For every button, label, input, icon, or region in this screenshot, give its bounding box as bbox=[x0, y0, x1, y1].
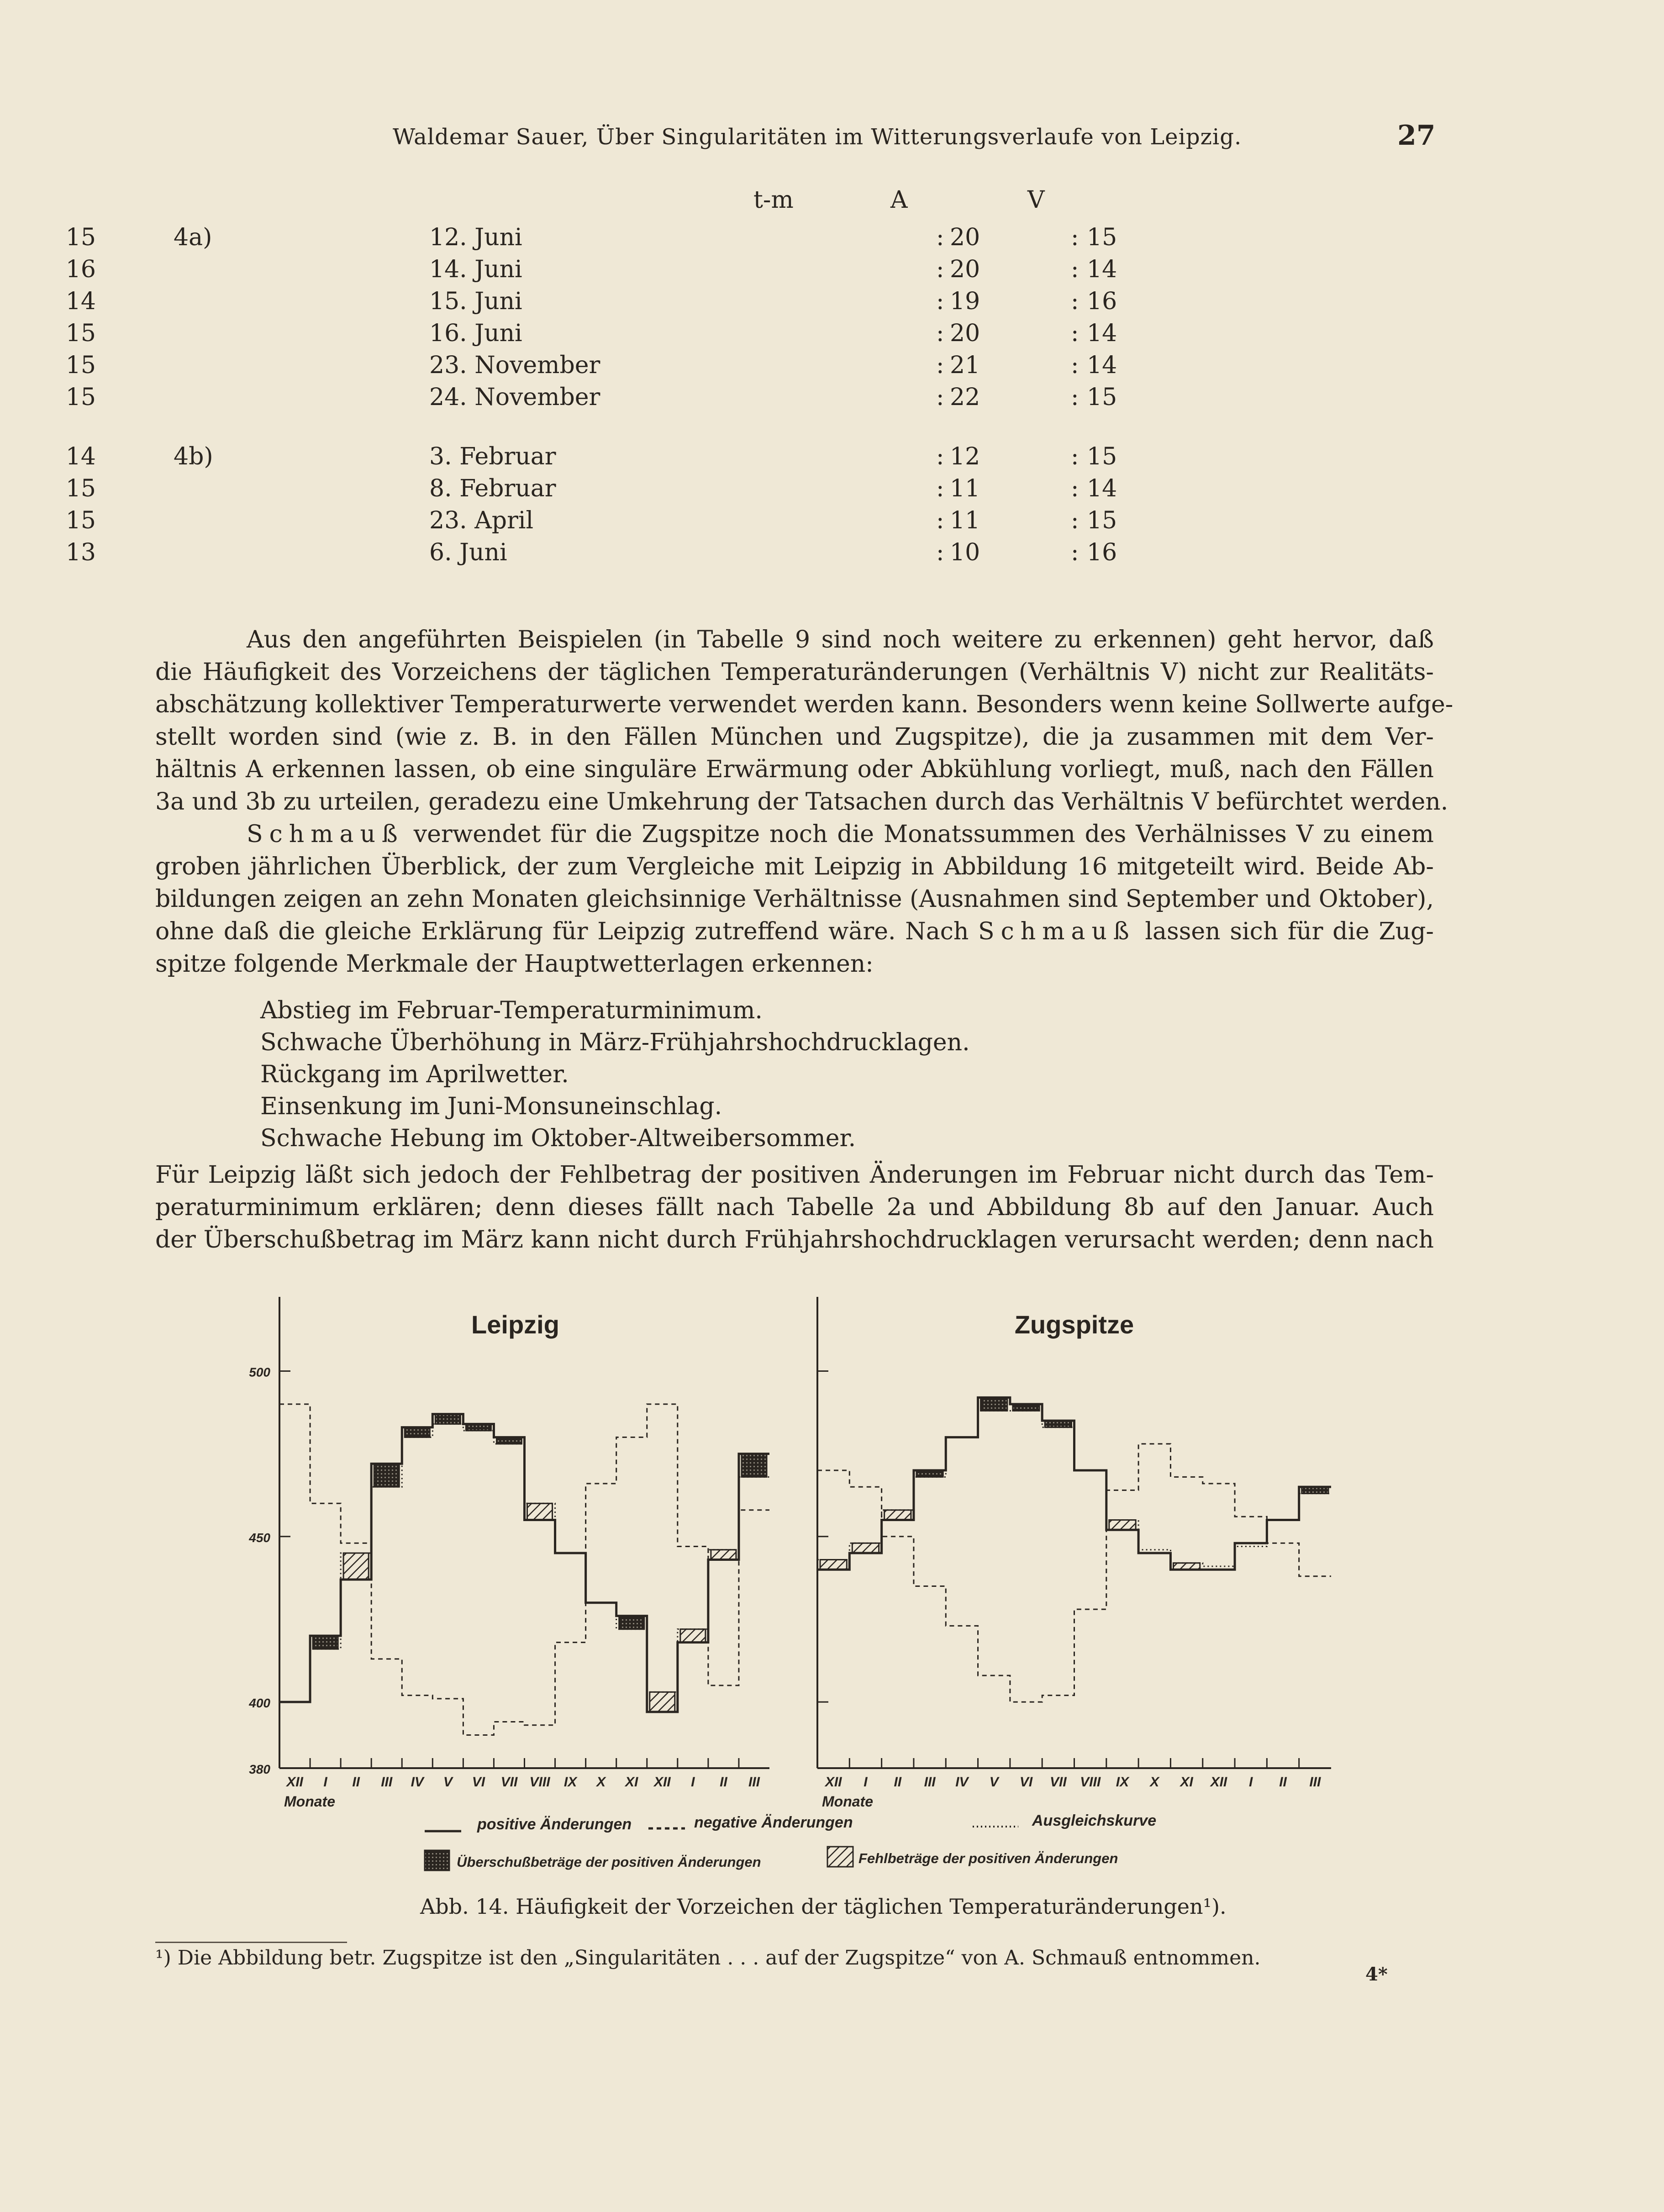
excess-bar bbox=[374, 1464, 399, 1487]
x-tick-label: II bbox=[894, 1775, 902, 1790]
deficit-bar bbox=[650, 1692, 675, 1712]
row-v1: 16 bbox=[65, 256, 96, 283]
row-colon-a: : bbox=[936, 507, 944, 534]
excess-bar bbox=[981, 1397, 1007, 1411]
x-tick-label: IX bbox=[1116, 1775, 1129, 1790]
row-v2: 16 bbox=[1087, 539, 1117, 566]
x-tick-label: XII bbox=[653, 1775, 671, 1790]
x-tick-label: VI bbox=[1019, 1775, 1033, 1790]
x-tick-label: XI bbox=[1180, 1775, 1193, 1790]
row-date: 16. Juni bbox=[429, 320, 522, 347]
chart-title: Leipzig bbox=[471, 1310, 559, 1339]
row-v1: 14 bbox=[65, 288, 96, 315]
row-a2: 11 bbox=[950, 475, 980, 502]
x-tick-label: III bbox=[1309, 1775, 1321, 1790]
deficit-bar bbox=[680, 1629, 706, 1643]
row-v1: 15 bbox=[65, 224, 96, 251]
row-date: 8. Februar bbox=[429, 475, 556, 502]
row-colon-v: : bbox=[1071, 539, 1079, 566]
group-label: 4a) bbox=[174, 224, 212, 251]
footnote: ¹) Die Abbildung betr. Zugspitze ist den „Singularitäten . . . auf der Zugspitze“ von A. Schmauß entnommen. bbox=[155, 1946, 1261, 1970]
row-v2: 15 bbox=[1087, 224, 1117, 251]
chart-title: Zugspitze bbox=[1014, 1310, 1134, 1339]
list-item: Einsenkung im Juni-Monsuneinschlag. bbox=[260, 1093, 722, 1120]
row-colon-v: : bbox=[1071, 224, 1079, 251]
row-v2: 16 bbox=[1087, 288, 1117, 315]
deficit-bar bbox=[1109, 1520, 1136, 1530]
figure-caption: Abb. 14. Häufigkeit der Vorzeichen der täglichen Temperaturänderungen¹). bbox=[420, 1894, 1227, 1919]
x-tick-label: IX bbox=[563, 1775, 577, 1790]
x-tick-label: X bbox=[1150, 1775, 1159, 1790]
row-colon-a: : bbox=[936, 475, 944, 502]
row-v2: 14 bbox=[1087, 352, 1117, 379]
row-colon-v: : bbox=[1071, 507, 1079, 534]
legend-fehl-swatch bbox=[827, 1847, 853, 1867]
list-item: Schwache Hebung im Oktober-Altweibersommer. bbox=[260, 1125, 856, 1152]
row-colon-v: : bbox=[1071, 256, 1079, 283]
legend-pos-label: positive Änderungen bbox=[477, 1816, 632, 1833]
footnote-rule bbox=[155, 1942, 347, 1943]
legend-ueber-swatch bbox=[425, 1850, 449, 1870]
col-header-tm: t-m bbox=[753, 186, 794, 214]
row-date: 23. April bbox=[429, 507, 534, 534]
row-colon-a: : bbox=[936, 288, 944, 315]
paragraph-line: groben jährlichen Überblick, der zum Vergleiche mit Leipzig in Abbildung 16 mitgeteilt wird. Beide Ab- bbox=[155, 853, 1434, 880]
paragraph-line: ohne daß die gleiche Erklärung für Leipzig zutreffend wäre. Nach Schmauß lassen sich für die Zug- bbox=[155, 918, 1434, 945]
row-colon-v: : bbox=[1071, 288, 1079, 315]
row-a2: 20 bbox=[950, 224, 980, 251]
row-date: 15. Juni bbox=[429, 288, 522, 315]
row-a2: 21 bbox=[950, 352, 980, 379]
chart-legend bbox=[425, 1812, 1156, 1870]
list-item: Abstieg im Februar-Temperaturminimum. bbox=[260, 997, 763, 1024]
x-tick-label: III bbox=[924, 1775, 936, 1790]
row-v1: 13 bbox=[65, 539, 96, 566]
row-a2: 10 bbox=[950, 539, 980, 566]
row-colon-v: : bbox=[1071, 475, 1079, 502]
row-colon-a: : bbox=[936, 256, 944, 283]
row-date: 6. Juni bbox=[429, 539, 507, 566]
x-tick-label: I bbox=[1249, 1775, 1253, 1790]
chart-leipzig bbox=[248, 1297, 769, 1810]
page-number: 27 bbox=[1397, 120, 1436, 152]
x-axis-label: Monate bbox=[822, 1793, 873, 1810]
row-v1: 14 bbox=[65, 443, 96, 470]
paragraph-line: der Überschußbetrag im März kann nicht durch Frühjahrshochdrucklagen verursacht werden; denn nach bbox=[155, 1226, 1434, 1253]
excess-bar bbox=[405, 1427, 430, 1438]
x-tick-label: V bbox=[989, 1775, 999, 1790]
y-tick-label: 500 bbox=[249, 1365, 270, 1380]
excess-bar bbox=[313, 1636, 338, 1649]
x-tick-label: VIII bbox=[1080, 1775, 1101, 1790]
series-negative bbox=[817, 1444, 1331, 1702]
deficit-bar bbox=[885, 1510, 911, 1520]
x-tick-label: VIII bbox=[529, 1775, 550, 1790]
paragraph-line: die Häufigkeit des Vorzeichens der täglichen Temperaturänderungen (Verhältnis V) nicht zur Realitäts- bbox=[155, 658, 1434, 686]
row-a2: 11 bbox=[950, 507, 980, 534]
x-tick-label: VII bbox=[500, 1775, 518, 1790]
x-tick-label: VII bbox=[1050, 1775, 1067, 1790]
x-tick-label: V bbox=[443, 1775, 453, 1790]
row-a2: 20 bbox=[950, 256, 980, 283]
y-tick-label: 380 bbox=[249, 1762, 270, 1776]
signature-mark: 4* bbox=[1365, 1964, 1388, 1985]
col-header-v: V bbox=[1027, 186, 1045, 214]
paragraph-line: spitze folgende Merkmale der Hauptwetterlagen erkennen: bbox=[155, 950, 874, 978]
row-v1: 15 bbox=[65, 384, 96, 411]
author-name: Schmauß bbox=[978, 918, 1136, 945]
row-v1: 15 bbox=[65, 352, 96, 379]
row-v2: 15 bbox=[1087, 443, 1117, 470]
row-a2: 22 bbox=[950, 384, 980, 411]
chart-zugspitze bbox=[817, 1297, 1331, 1810]
x-tick-label: XII bbox=[1210, 1775, 1227, 1790]
x-tick-label: I bbox=[864, 1775, 868, 1790]
deficit-bar bbox=[852, 1543, 879, 1553]
excess-bar bbox=[619, 1616, 644, 1629]
x-tick-label: XI bbox=[625, 1775, 638, 1790]
paragraph-line: peraturminimum erklären; denn dieses fällt nach Tabelle 2a und Abbildung 8b auf den Januar. Auch bbox=[155, 1194, 1434, 1221]
row-a2: 19 bbox=[950, 288, 980, 315]
x-tick-label: VI bbox=[472, 1775, 485, 1790]
row-v2: 14 bbox=[1087, 475, 1117, 502]
paragraph-line: stellt worden sind (wie z. B. in den Fällen München und Zugspitze), die ja zusammen mit dem Ver- bbox=[155, 723, 1434, 751]
row-v2: 14 bbox=[1087, 320, 1117, 347]
x-tick-label: II bbox=[720, 1775, 727, 1790]
row-colon-a: : bbox=[936, 443, 944, 470]
x-tick-label: IV bbox=[955, 1775, 969, 1790]
x-tick-label: III bbox=[748, 1775, 760, 1790]
x-tick-label: X bbox=[596, 1775, 606, 1790]
row-date: 24. November bbox=[429, 384, 600, 411]
paragraph-line: 3a und 3b zu urteilen, geradezu eine Umkehrung der Tatsachen durch das Verhältnis V befürchtet werden. bbox=[155, 788, 1448, 816]
row-v2: 15 bbox=[1087, 384, 1117, 411]
x-tick-label: XII bbox=[825, 1775, 842, 1790]
author-name: Schmauß bbox=[247, 821, 404, 848]
x-axis-label: Monate bbox=[284, 1793, 335, 1810]
paragraph-line: Schmauß verwendet für die Zugspitze noch die Monatssummen des Verhälnisses V zu einem bbox=[247, 821, 1434, 848]
excess-bar bbox=[742, 1454, 767, 1477]
x-tick-label: XII bbox=[286, 1775, 303, 1790]
paragraph-line: Für Leipzig läßt sich jedoch der Fehlbetrag der positiven Änderungen im Februar nicht durch das Tem- bbox=[155, 1161, 1434, 1189]
row-v1: 15 bbox=[65, 475, 96, 502]
row-date: 3. Februar bbox=[429, 443, 556, 470]
paragraph-line: Aus den angeführten Beispielen (in Tabelle 9 sind noch weitere zu erkennen) geht hervor, daß bbox=[247, 626, 1434, 653]
row-colon-a: : bbox=[936, 539, 944, 566]
row-v2: 15 bbox=[1087, 507, 1117, 534]
row-date: 12. Juni bbox=[429, 224, 522, 251]
legend-neg-label: negative Änderungen bbox=[694, 1814, 853, 1831]
excess-bar bbox=[435, 1414, 460, 1424]
paragraph-line: bildungen zeigen an zehn Monaten gleichsinnige Verhältnisse (Ausnahmen sind September und Oktober), bbox=[155, 885, 1434, 913]
x-tick-label: I bbox=[691, 1775, 695, 1790]
legend-ausg-label: Ausgleichskurve bbox=[1032, 1812, 1157, 1829]
row-colon-a: : bbox=[936, 224, 944, 251]
deficit-bar bbox=[820, 1559, 847, 1569]
row-colon-v: : bbox=[1071, 384, 1079, 411]
row-v1: 15 bbox=[65, 320, 96, 347]
row-date: 23. November bbox=[429, 352, 600, 379]
row-a2: 20 bbox=[950, 320, 980, 347]
legend-ueber-label: Überschußbeträge der positiven Änderungen bbox=[457, 1854, 761, 1870]
list-item: Rückgang im Aprilwetter. bbox=[260, 1061, 569, 1088]
row-colon-a: : bbox=[936, 352, 944, 379]
x-tick-label: II bbox=[1279, 1775, 1287, 1790]
paragraph-line: abschätzung kollektiver Temperaturwerte verwendet werden kann. Besonders wenn keine Sollwerte aufge- bbox=[155, 691, 1453, 718]
row-colon-v: : bbox=[1071, 320, 1079, 347]
series-positive bbox=[817, 1397, 1331, 1569]
x-tick-label: I bbox=[323, 1775, 327, 1790]
x-tick-label: III bbox=[381, 1775, 393, 1790]
col-header-a: A bbox=[890, 186, 908, 214]
x-tick-label: IV bbox=[411, 1775, 424, 1790]
row-v2: 14 bbox=[1087, 256, 1117, 283]
paragraph-line: hältnis A erkennen lassen, ob eine singuläre Erwärmung oder Abkühlung vorliegt, muß, nach den Fällen bbox=[155, 756, 1434, 783]
group-label: 4b) bbox=[174, 443, 213, 470]
row-date: 14. Juni bbox=[429, 256, 522, 283]
row-colon-v: : bbox=[1071, 443, 1079, 470]
list-item: Schwache Überhöhung in März-Frühjahrshochdrucklagen. bbox=[260, 1029, 970, 1056]
row-colon-v: : bbox=[1071, 352, 1079, 379]
legend-fehl-label: Fehlbeträge der positiven Änderungen bbox=[858, 1850, 1118, 1866]
row-colon-a: : bbox=[936, 384, 944, 411]
row-colon-a: : bbox=[936, 320, 944, 347]
row-v1: 15 bbox=[65, 507, 96, 534]
y-tick-label: 450 bbox=[249, 1530, 270, 1545]
deficit-bar bbox=[527, 1503, 553, 1520]
deficit-bar bbox=[343, 1553, 369, 1580]
x-tick-label: II bbox=[352, 1775, 360, 1790]
running-header: Waldemar Sauer, Über Singularitäten im Witterungsverlaufe von Leipzig. bbox=[393, 124, 1242, 150]
y-tick-label: 400 bbox=[249, 1696, 270, 1711]
deficit-bar bbox=[711, 1550, 736, 1560]
row-a2: 12 bbox=[950, 443, 980, 470]
